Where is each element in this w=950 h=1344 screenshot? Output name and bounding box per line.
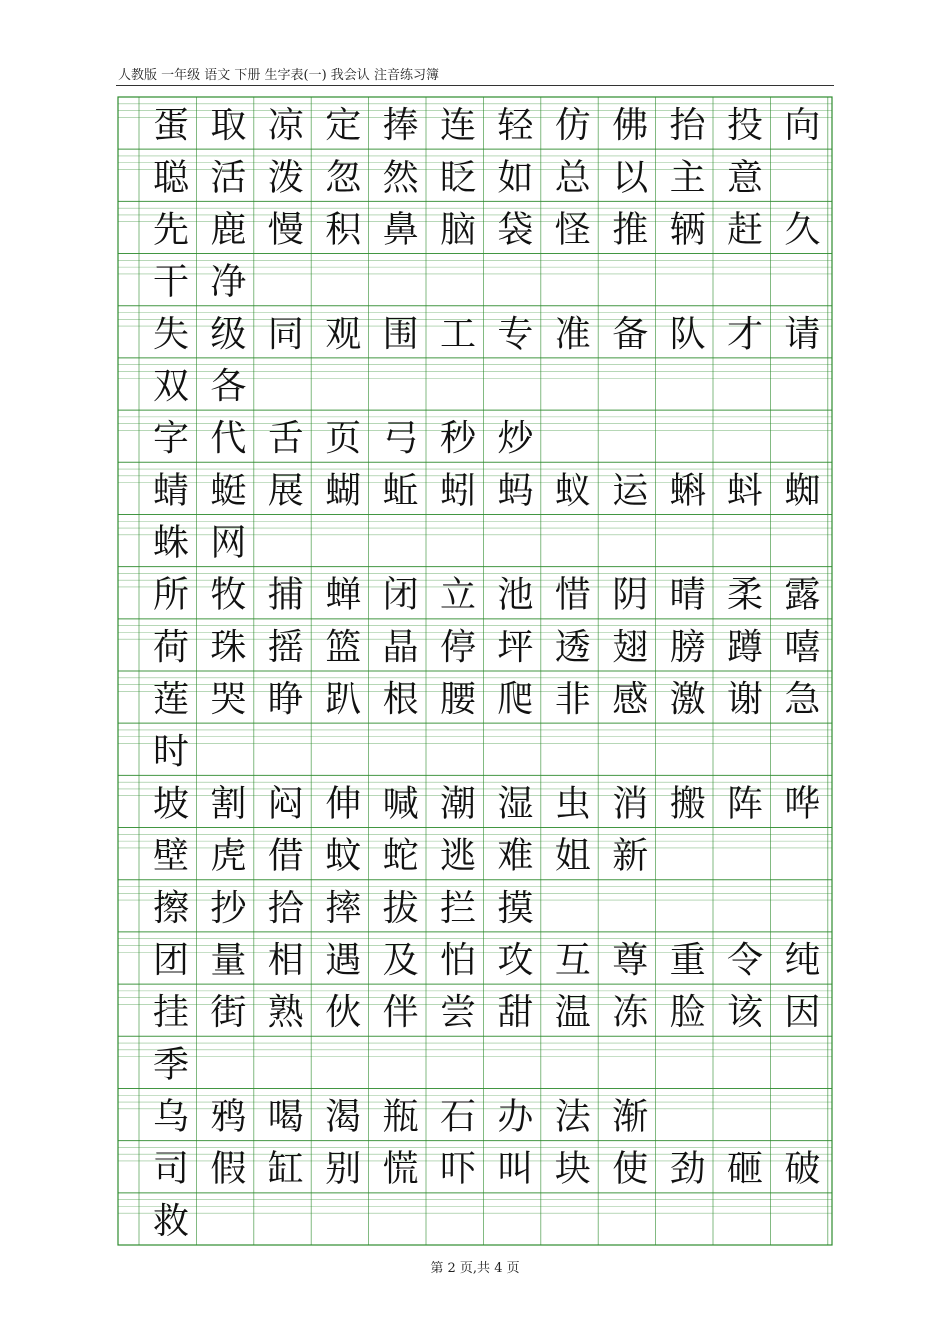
practice-character: 借 — [267, 835, 304, 877]
practice-character: 轻 — [497, 105, 534, 147]
practice-character: 救 — [153, 1200, 190, 1242]
practice-character: 姐 — [554, 835, 591, 877]
practice-character: 遇 — [325, 940, 362, 981]
practice-character: 页 — [325, 418, 362, 460]
practice-character: 失 — [153, 313, 190, 355]
practice-character: 蜘 — [784, 470, 821, 512]
practice-character: 使 — [612, 1148, 649, 1190]
practice-character: 纯 — [784, 940, 821, 981]
practice-character: 叫 — [497, 1148, 534, 1190]
practice-character: 蜓 — [210, 470, 247, 512]
practice-character: 闭 — [382, 574, 419, 616]
practice-character: 蝴 — [325, 470, 362, 512]
practice-character: 摸 — [497, 887, 534, 929]
practice-character: 尝 — [440, 992, 477, 1034]
practice-character: 干 — [153, 261, 190, 303]
practice-character: 互 — [554, 940, 591, 981]
practice-character: 运 — [612, 470, 649, 512]
practice-character: 然 — [382, 157, 419, 199]
practice-character: 仿 — [554, 105, 591, 147]
practice-character: 嘻 — [784, 626, 821, 668]
practice-character: 坡 — [153, 783, 190, 825]
practice-character: 字 — [153, 418, 190, 460]
practice-character: 莲 — [153, 679, 190, 721]
practice-character: 劲 — [669, 1148, 706, 1190]
practice-character: 蚂 — [497, 470, 534, 512]
practice-character: 相 — [267, 940, 304, 981]
practice-character: 搬 — [669, 783, 706, 825]
practice-character: 重 — [669, 940, 706, 981]
practice-character: 凉 — [267, 105, 304, 147]
practice-character: 代 — [210, 418, 247, 460]
practice-character: 鼻 — [382, 209, 419, 251]
practice-character: 鸦 — [210, 1096, 247, 1138]
practice-character: 准 — [554, 313, 591, 355]
practice-character: 尊 — [612, 940, 649, 981]
practice-character: 蜻 — [153, 470, 190, 512]
practice-character: 晶 — [382, 626, 419, 668]
practice-character: 渴 — [325, 1096, 362, 1138]
practice-character: 时 — [153, 731, 190, 773]
practice-character: 捕 — [267, 574, 304, 616]
practice-character: 拔 — [382, 887, 419, 929]
practice-character: 队 — [669, 313, 706, 355]
practice-character: 擦 — [153, 887, 190, 929]
practice-character: 各 — [210, 366, 247, 407]
practice-character: 先 — [153, 209, 190, 251]
practice-character: 令 — [727, 940, 764, 981]
practice-character: 观 — [325, 313, 362, 355]
practice-character: 抬 — [669, 105, 706, 147]
practice-character: 蛋 — [153, 105, 190, 147]
practice-character: 季 — [153, 1044, 190, 1086]
practice-character: 伙 — [325, 992, 362, 1034]
practice-character: 拦 — [440, 887, 477, 929]
practice-character: 活 — [210, 157, 247, 199]
practice-character: 慌 — [382, 1148, 419, 1190]
practice-character: 别 — [325, 1148, 362, 1190]
practice-character: 网 — [210, 522, 247, 564]
practice-character: 壁 — [153, 835, 190, 877]
practice-character: 蚯 — [382, 470, 419, 512]
practice-character: 蚪 — [727, 470, 764, 512]
practice-character: 展 — [267, 470, 304, 512]
practice-character: 捧 — [382, 105, 419, 147]
practice-character: 蛇 — [382, 835, 419, 877]
practice-character: 所 — [153, 574, 190, 616]
practice-character: 怕 — [440, 940, 477, 981]
practice-character: 熟 — [267, 992, 304, 1034]
practice-character: 甜 — [497, 992, 534, 1034]
practice-character: 及 — [382, 940, 419, 981]
practice-character: 摔 — [325, 887, 362, 929]
practice-character: 露 — [784, 574, 821, 616]
practice-character: 脑 — [440, 209, 477, 251]
practice-character: 取 — [210, 105, 247, 147]
practice-character: 弓 — [382, 418, 419, 460]
practice-character: 积 — [325, 209, 362, 251]
practice-character: 立 — [440, 574, 477, 616]
practice-character: 鹿 — [210, 209, 247, 251]
practice-character: 闷 — [267, 783, 304, 825]
practice-character: 聪 — [153, 157, 190, 199]
practice-character: 眨 — [440, 157, 477, 199]
practice-character: 挂 — [153, 992, 190, 1034]
practice-character: 蚁 — [554, 470, 591, 512]
practice-character: 赶 — [727, 209, 764, 251]
practice-character: 吓 — [440, 1148, 477, 1190]
practice-character: 渐 — [612, 1096, 649, 1138]
practice-character: 砸 — [727, 1148, 764, 1190]
practice-character: 湿 — [497, 783, 534, 825]
practice-character: 定 — [325, 105, 362, 147]
practice-character: 阵 — [727, 783, 764, 825]
practice-character: 荷 — [153, 626, 190, 668]
practice-character: 虫 — [554, 783, 591, 825]
practice-character: 块 — [554, 1148, 591, 1190]
practice-character: 趴 — [325, 679, 362, 721]
practice-character: 蚊 — [325, 835, 362, 877]
practice-character: 坪 — [497, 626, 534, 668]
practice-character: 池 — [497, 574, 534, 616]
practice-character: 专 — [497, 313, 534, 355]
practice-character: 蹲 — [727, 626, 764, 668]
practice-character: 连 — [440, 105, 477, 147]
practice-character: 脸 — [669, 992, 706, 1034]
practice-character: 才 — [727, 313, 764, 355]
practice-character: 久 — [784, 209, 821, 251]
practice-character: 睁 — [267, 679, 304, 721]
practice-character: 喝 — [267, 1096, 304, 1138]
practice-character: 抄 — [210, 887, 247, 929]
practice-character: 因 — [784, 992, 821, 1034]
practice-character: 谢 — [727, 679, 764, 721]
practice-character: 乌 — [153, 1096, 190, 1138]
practice-character: 哗 — [784, 783, 821, 825]
practice-character: 意 — [727, 157, 764, 199]
practice-character: 主 — [669, 157, 706, 199]
practice-character: 激 — [669, 679, 706, 721]
practice-character: 工 — [440, 313, 477, 355]
practice-character: 如 — [497, 157, 534, 199]
practice-character: 慢 — [267, 209, 304, 251]
practice-character: 量 — [210, 940, 247, 981]
practice-character: 割 — [210, 783, 247, 825]
practice-character: 膀 — [669, 626, 706, 668]
practice-character: 向 — [784, 105, 821, 147]
practice-character: 总 — [554, 157, 591, 199]
practice-character: 秒 — [440, 418, 477, 460]
practice-character: 蝉 — [325, 574, 362, 616]
practice-character: 司 — [153, 1148, 190, 1190]
practice-character: 消 — [612, 783, 649, 825]
practice-character: 拾 — [267, 887, 304, 929]
practice-character: 舌 — [267, 418, 304, 460]
practice-character: 潮 — [440, 783, 477, 825]
practice-character: 感 — [612, 679, 649, 721]
practice-character: 石 — [440, 1096, 477, 1138]
practice-character: 泼 — [267, 157, 304, 199]
practice-character: 喊 — [382, 783, 419, 825]
practice-character: 袋 — [497, 209, 534, 251]
practice-character: 净 — [210, 261, 247, 303]
practice-character: 篮 — [325, 626, 362, 668]
practice-character: 备 — [612, 313, 649, 355]
practice-character: 柔 — [727, 574, 764, 616]
practice-character: 新 — [612, 835, 649, 877]
practice-character: 假 — [210, 1148, 247, 1190]
practice-character: 办 — [497, 1096, 534, 1138]
practice-character: 根 — [382, 679, 419, 721]
practice-character: 蛛 — [153, 522, 190, 564]
practice-character: 街 — [210, 992, 247, 1034]
practice-character: 冻 — [612, 992, 649, 1034]
practice-character: 级 — [210, 313, 247, 355]
practice-character: 温 — [554, 992, 591, 1034]
practice-character: 佛 — [612, 105, 649, 147]
practice-character: 急 — [784, 679, 821, 721]
practice-character: 法 — [554, 1096, 591, 1138]
practice-character: 牧 — [210, 574, 247, 616]
page-header: 人教版 一年级 语文 下册 生字表(一) 我会认 注音练习簿 — [118, 68, 439, 83]
practice-character: 投 — [727, 105, 764, 147]
practice-character: 双 — [153, 366, 190, 407]
practice-character: 缸 — [267, 1148, 304, 1190]
practice-character: 伴 — [382, 992, 419, 1034]
page-number: 第 2 页,共 4 页 — [430, 1261, 520, 1276]
practice-character: 辆 — [669, 209, 706, 251]
practice-character: 同 — [267, 313, 304, 355]
practice-character: 该 — [727, 992, 764, 1034]
practice-character: 炒 — [497, 418, 534, 460]
practice-character: 透 — [554, 626, 591, 668]
practice-character: 虎 — [210, 835, 247, 877]
practice-character: 停 — [440, 626, 477, 668]
practice-character: 难 — [497, 835, 534, 877]
practice-character: 蝌 — [669, 470, 706, 512]
practice-character: 珠 — [210, 626, 247, 668]
practice-character: 摇 — [267, 626, 304, 668]
practice-character: 逃 — [440, 835, 477, 877]
practice-character: 忽 — [325, 157, 362, 199]
practice-character: 瓶 — [382, 1096, 419, 1138]
practice-character: 蚓 — [440, 470, 477, 512]
practice-character: 围 — [382, 313, 419, 355]
practice-character: 哭 — [210, 679, 247, 721]
practice-character: 翅 — [612, 626, 649, 668]
practice-character: 怪 — [554, 209, 591, 251]
practice-character: 以 — [612, 157, 649, 199]
practice-character: 伸 — [325, 783, 362, 825]
practice-character: 惜 — [554, 574, 591, 616]
practice-character: 阴 — [612, 574, 649, 616]
practice-character: 请 — [784, 313, 821, 355]
practice-character: 攻 — [497, 940, 534, 981]
practice-character: 腰 — [440, 679, 477, 721]
practice-character: 非 — [554, 679, 591, 721]
practice-character: 推 — [612, 209, 649, 251]
practice-character: 破 — [784, 1148, 821, 1190]
practice-character: 晴 — [669, 574, 706, 616]
practice-character: 爬 — [497, 679, 534, 721]
practice-character: 团 — [153, 940, 190, 981]
